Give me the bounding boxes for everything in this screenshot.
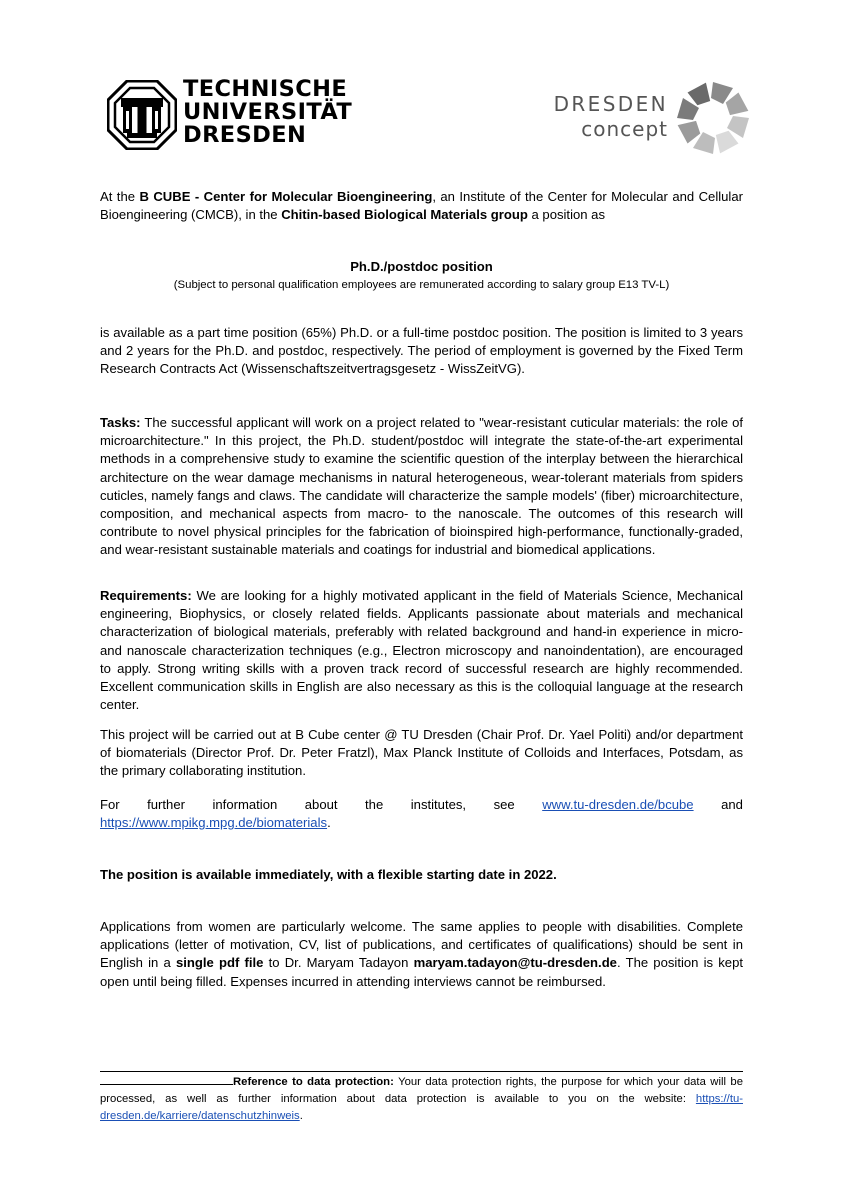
intro-text-3: a position as [527, 207, 606, 223]
dresden-concept-line-1: DRESDEN [553, 92, 668, 116]
applications-text-3: . The position is kept open until being filled. Expenses incurred in attending interviews cannot be reimbursed. [100, 955, 744, 989]
position-subtitle: (Subject to personal qualification employees are remunerated according to salary group E13 TV-L) [173, 279, 670, 292]
applications-paragraph [100, 918, 743, 991]
dresden-concept-wordmark [545, 92, 668, 142]
tu-dresden-wordmark [183, 78, 352, 147]
requirements-paragraph [100, 587, 743, 714]
further-information-line [100, 796, 743, 814]
info-word: the [365, 797, 384, 812]
info-end-period: . [327, 815, 331, 830]
footer-divider [100, 1071, 743, 1072]
project-paragraph: This project will be carried out at B Cube center @ TU Dresden (Chair Prof. Dr. Yael Politi) and/or department of biomaterials (Director Prof. Dr. Peter Fratzl), Max Planck Institute of Colloids and Interfaces, Potsdam, as the primary collaborating institution. [100, 727, 743, 779]
tasks-text: The successful applicant will work on a project related to "wear-resistant cuticular materials: the role of microarchitecture." In this project, the Ph.D. student/postdoc will integrate the state-of-the-art experimental methods in a comprehensive study to examine the scientific question of the interplay between the hierarchical architecture on the wear damage mechanisms in natural heterogeneous, wear-tolerant materials from spiders cuticles, namely fangs and claws. The candidate will characterize the sample models' (fiber) microarchitecture, composition, and mechanical aspects from macro- to the nanoscale. The outcomes of this research will contribute to novel physical principles for the fabrication of bioinspired high-performance, functionally-graded, and wear-resistant sustainable materials and coatings for industrial and biomedical applications. [100, 415, 743, 558]
availability-paragraph: is available as a part time position (65%) Ph.D. or a full-time postdoc position. The position is limited to 3 years and 2 years for the Ph.D. and postdoc, respectively. The period of employment is governed by the Fixed Term Research Contracts Act (Wissenschaftszeitvertragsgesetz - WissZeitVG). [100, 325, 743, 377]
further-information-line-2 [100, 814, 743, 832]
data-protection-footer [100, 1073, 743, 1125]
position-title: Ph.D./postdoc position [350, 259, 493, 274]
info-word: about [304, 797, 338, 812]
applications-format: single pdf file [175, 955, 264, 971]
requirements-text: We are looking for a highly motivated applicant in the field of Materials Science, Mechanical engineering, Biophysics, or closely related fields. Applicants passionate about materials and mechanical characterization of biological materials, preferably with related background and hand-in experience in micro-and nanoscale characterization techniques (e.g., Electron microscopy and nanoindentation), are encouraged to apply. Strong writing skills with a proven track record of successful research are highly recommended. Excellent communication skills in English are also necessary as this is the colloquial language at the research center. [100, 588, 743, 713]
tu-logo-line-1: TECHNISCHE [183, 76, 348, 102]
info-word: For [100, 797, 120, 812]
dresden-concept-emblem-icon [675, 80, 751, 156]
data-protection-link[interactable]: https://tu-dresden.de/karriere/datenschutzhinweis [100, 1093, 743, 1122]
data-protection-label: Reference to data protection: [233, 1076, 394, 1088]
start-date-statement [100, 866, 743, 884]
tu-logo-line-3: DRESDEN [183, 122, 307, 148]
tasks-paragraph [100, 414, 743, 560]
dresden-concept-line-2: concept [581, 117, 668, 141]
start-date-text: The position is available immediately, with a flexible starting date in 2022. [100, 867, 557, 882]
applications-text-2: to Dr. Maryam Tadayon [263, 955, 414, 971]
data-protection-text: Your data protection rights, the purpose for which your data will be processed, as well as further information about data protection is available to you on the website: [100, 1076, 743, 1105]
tasks-label: Tasks: [100, 415, 141, 430]
info-word: see [493, 797, 515, 812]
intro-group-name: Chitin-based Biological Materials group [281, 207, 528, 223]
mpikg-biomaterials-link[interactable]: https://www.mpikg.mpg.de/biomaterials [100, 815, 328, 830]
info-word: and [721, 797, 743, 812]
contact-email: maryam.tadayon@tu-dresden.de [413, 955, 617, 971]
info-word: further [147, 797, 185, 812]
info-word: information [212, 797, 278, 812]
intro-paragraph [100, 188, 743, 224]
tu-logo-line-2: UNIVERSITÄT [183, 99, 353, 125]
footer-underline [100, 1073, 233, 1085]
bcube-link[interactable]: www.tu-dresden.de/bcube [542, 797, 694, 812]
tu-dresden-emblem-icon [107, 80, 177, 150]
info-word: institutes, [410, 797, 467, 812]
dresden-concept-logo [545, 80, 755, 156]
tu-dresden-logo [107, 76, 353, 150]
intro-text-1: At the [100, 189, 140, 204]
requirements-label: Requirements: [100, 588, 192, 603]
intro-institute-name: B CUBE - Center for Molecular Bioengineering [139, 189, 433, 204]
applications-text-1: Applications from women are particularly welcome. The same applies to people with disabilities. Complete applications (letter of motivation, CV, list of publications, and certificates of qualifications) should be sent in English in a [100, 919, 743, 971]
footer-end-period: . [299, 1110, 303, 1122]
intro-text-2: , an Institute of the Center for Molecular and Cellular Bioengineering (CMCB), in the [100, 189, 743, 223]
position-heading [100, 258, 743, 294]
